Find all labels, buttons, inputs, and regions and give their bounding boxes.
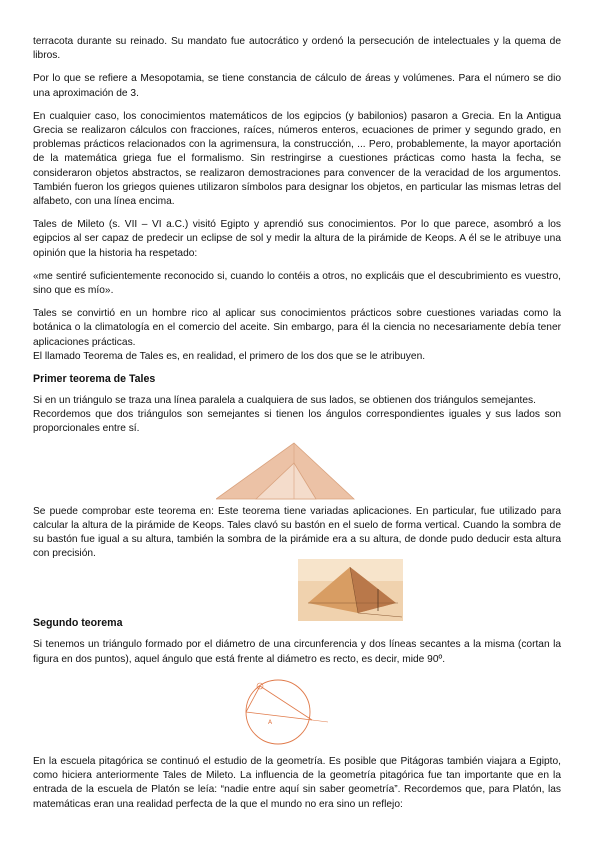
paragraph-grecia: En cualquier caso, los conocimientos matemáticos de los egipcios (y babilonios) pasaron a Grecia. En la Antigua Grecia se realizaron cálculos con fracciones, raíces, números enteros, ecuaciones de primer y segundo grado, en problemas prácticos relacionados con la agrimensura, la construcción, ... Pero, probablemente, la mayor aportación de la matemática griega fue el formalismo. Sin restringirse a cuestiones prácticas como hasta la fecha, se consideraron objetos abstractos, se realizaron demostraciones para convencer de la veracidad de los argumentos. También fueron los griegos quienes utilizaron símbolos para designar los objetos, en particular las mismas letras del alfabeto, con una línea encima. xyxy=(33,110,561,208)
heading-segundo-teorema: Segundo teorema xyxy=(33,617,123,630)
heading-primer-teorema: Primer teorema de Tales xyxy=(33,373,156,386)
quote-tales: «me sentiré suficientemente reconocido si, cuando lo contéis a otros, no explicáis que el descubrimiento es vuestro, sino que es mío». xyxy=(33,270,561,297)
document-page xyxy=(33,35,561,812)
pyramid-image xyxy=(298,559,403,621)
paragraph-semejantes: Recordemos que dos triángulos son semejantes si tienen los ángulos correspondientes iguales y sus lados son proporcionales entre sí. xyxy=(33,409,561,435)
circle-label: A xyxy=(268,718,273,726)
figure-pyramid xyxy=(33,561,561,617)
similar-triangles-image xyxy=(216,441,356,501)
figure-circle xyxy=(33,667,561,755)
paragraph-teorema-intro: El llamado Teorema de Tales es, en realidad, el primero de los dos que se le atribuyen. xyxy=(33,350,426,362)
paragraph-tales-rico: Tales se convirtió en un hombre rico al aplicar sus conocimientos prácticos sobre cuestiones variadas como la botánica o la climatología en el comercio del aceite. Sin embargo, para él la ciencia no necesariamente debía tener aplicaciones prácticas. xyxy=(33,308,561,348)
paragraph-china: terracota durante su reinado. Su mandato fue autocrático y ordenó la persecución de intelectuales y la quema de libros. xyxy=(33,36,561,62)
paragraph-piramide: Se puede comprobar este teorema en: Este teorema tiene variadas aplicaciones. En particular, fue utilizado para calcular la altura de la pirámide de Keops. Tales clavó su bastón en el suelo de forma vertical. Cuando la sombra de su bastón fue igual a su altura, también la sombra de la pirámide era a su altura, de donde pudo deducir esta altura con precisión. xyxy=(33,505,561,560)
paragraph-tales-mileto: Tales de Mileto (s. VII – VI a.C.) visitó Egipto y aprendió sus conocimientos. Por lo que parece, asombró a los egipcios al ser capaz de predecir un eclipse de sol y medir la altura de la pirámide de Keops. A él se le atribuye una opinión que la historia ha respetado: xyxy=(33,219,561,259)
figure-triangles xyxy=(33,437,561,505)
paragraph-pitagoras: En la escuela pitagórica se continuó el estudio de la geometría. Es posible que Pitágoras también viajara a Egipto, como hiciera anteriormente Tales de Mileto. La influencia de la geometría pitagórica fue tan importante que en la entrada de la escuela de Platón se leía: “nadie entre aquí sin saber geometría”. Recordemos que, para Platón, las matemáticas eran una realidad perfecta de la que el mundo no era sino un reflejo: xyxy=(33,755,561,810)
paragraph-segundo-teorema: Si tenemos un triángulo formado por el diámetro de una circunferencia y dos líneas secantes a la misma (cortan la figura en dos puntos), aquel ángulo que está frente al diámetro es recto, es decir, mide 90º. xyxy=(33,639,561,665)
paragraph-mesopotamia: Por lo que se refiere a Mesopotamia, se tiene constancia de cálculo de áreas y volúmenes. Para el número se dio una aproximación de 3. xyxy=(33,73,561,99)
thales-circle-image xyxy=(240,676,330,748)
paragraph-primer-teorema: Si en un triángulo se traza una línea paralela a cualquiera de sus lados, se obtienen dos triángulos semejantes. xyxy=(33,395,536,407)
